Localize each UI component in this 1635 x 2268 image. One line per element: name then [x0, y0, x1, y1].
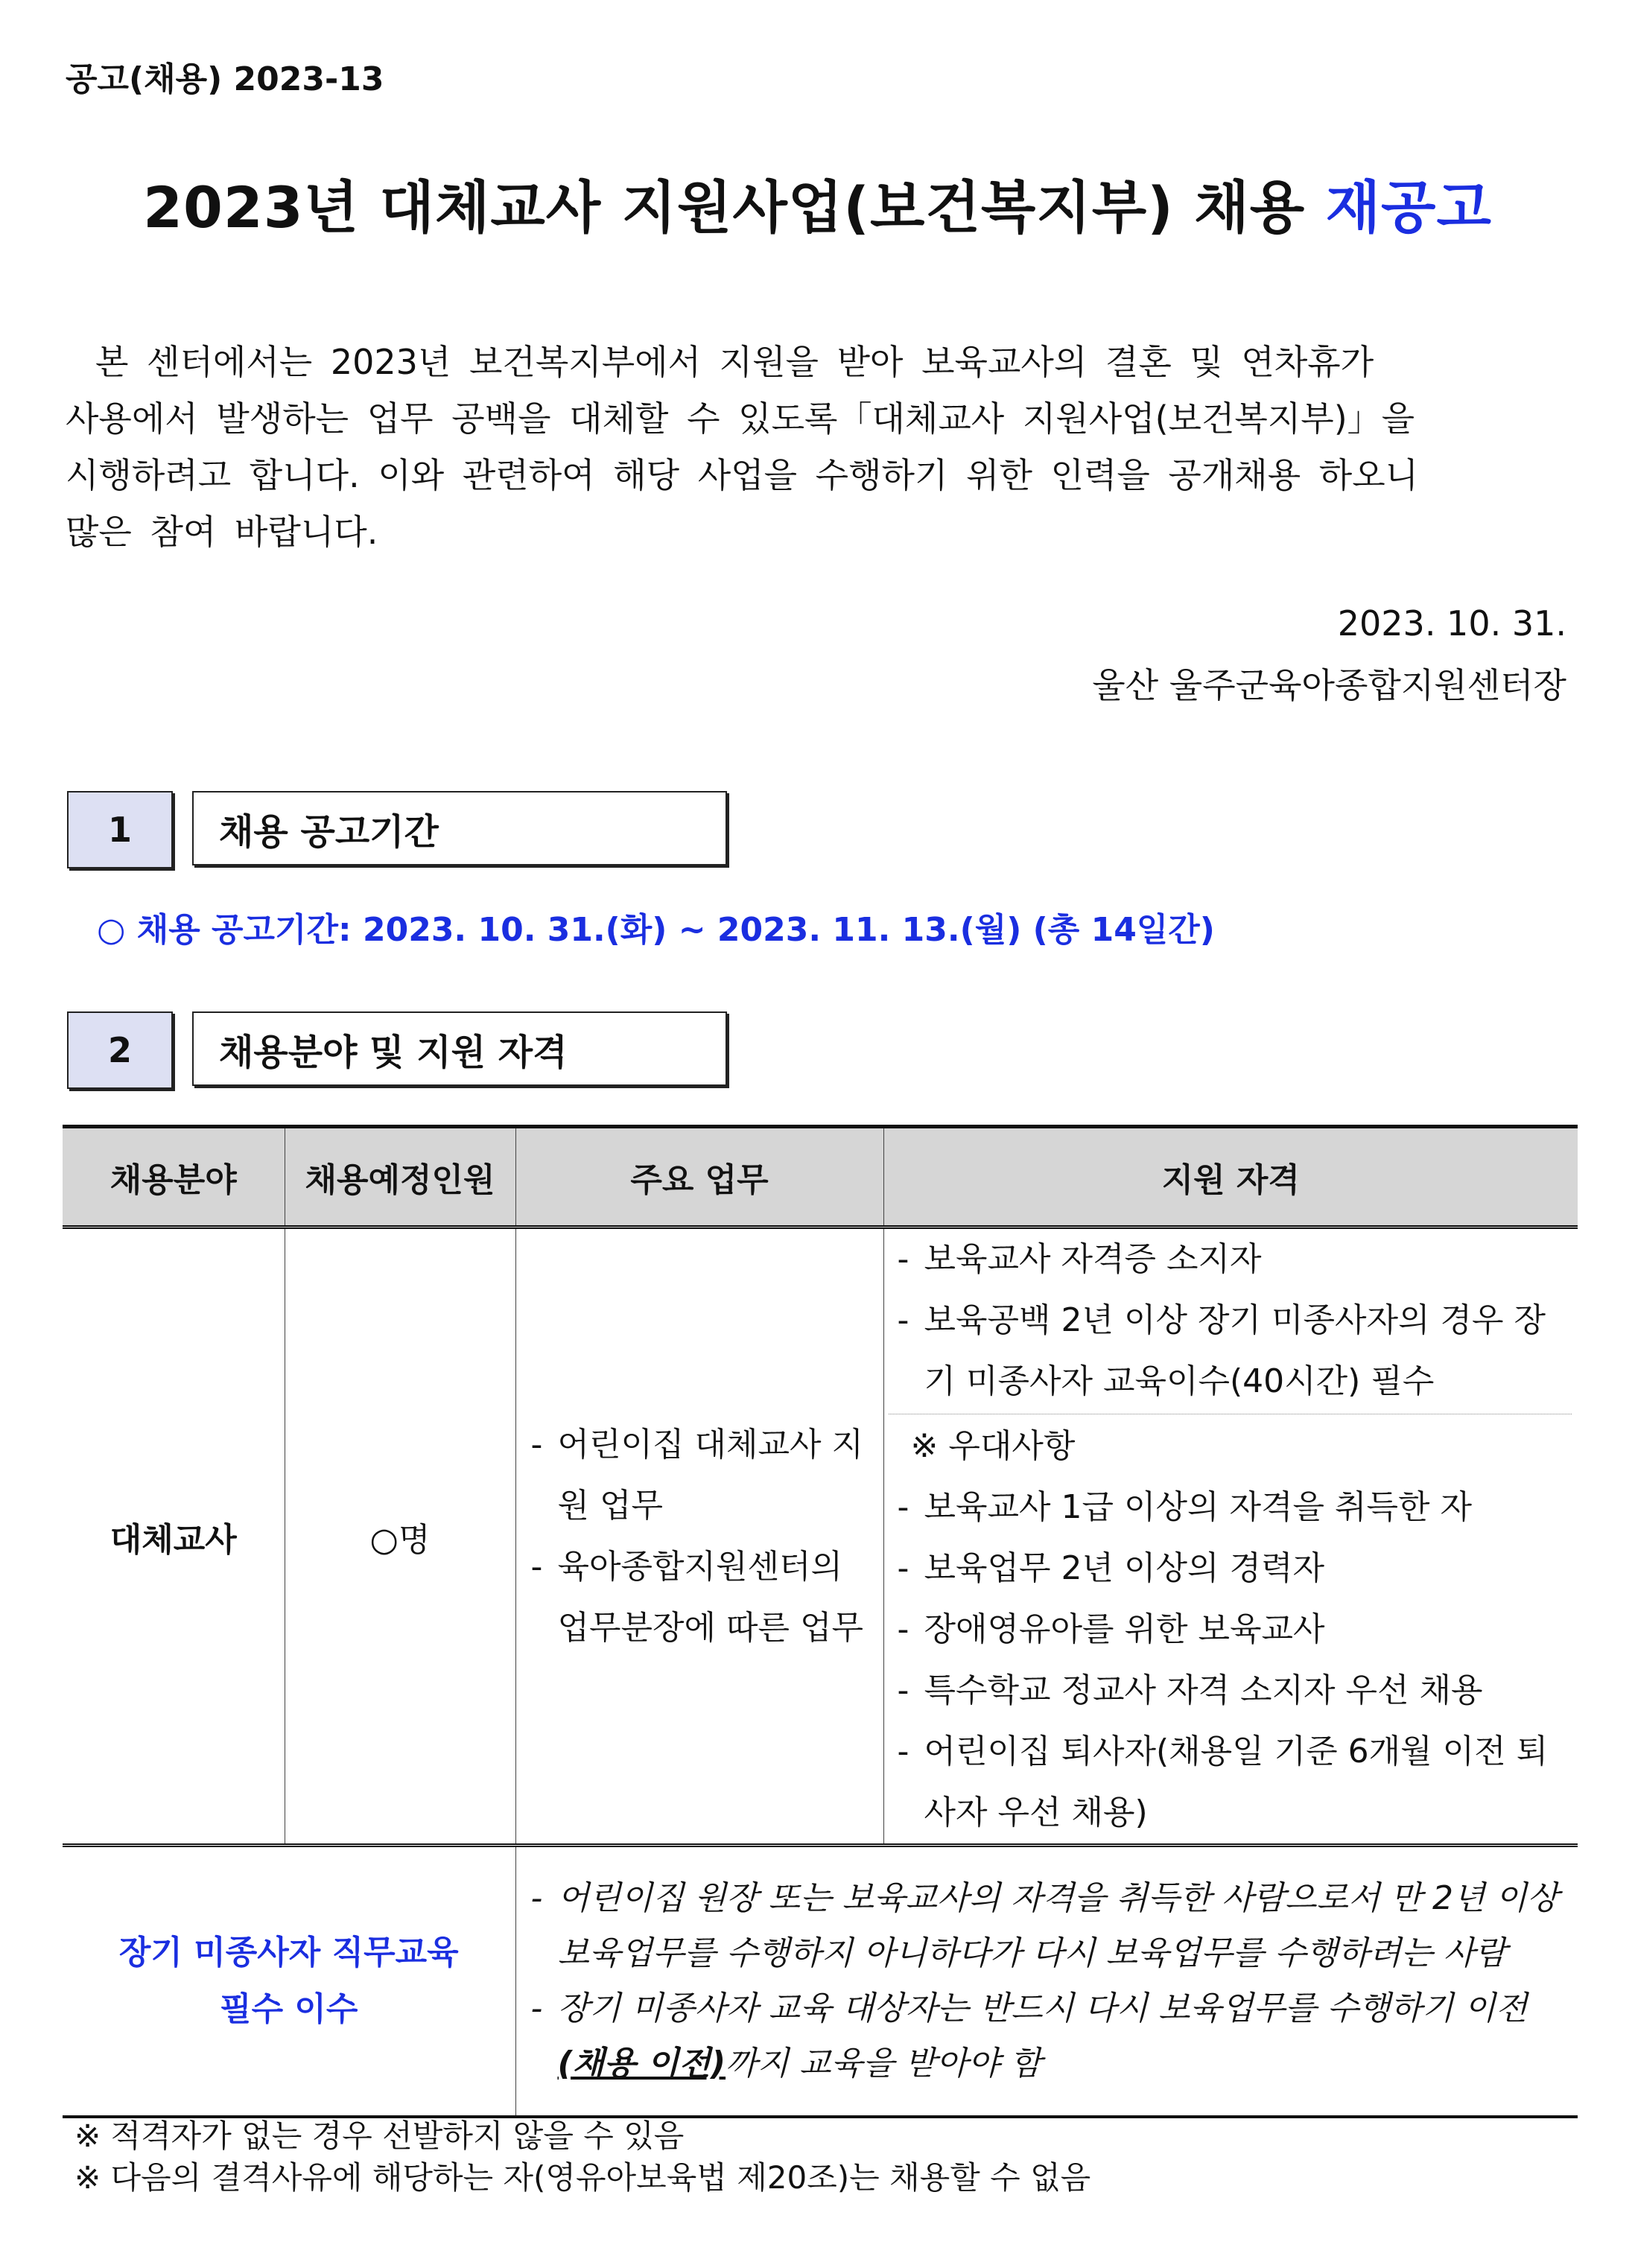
- issuer-name: 울산 울주군육아종합지원센터장: [1092, 665, 1566, 705]
- title-main: 2023년 대체교사 지원사업(보건복지부) 채용: [143, 174, 1326, 241]
- table-row: [63, 1846, 1578, 2118]
- qualifications-cell: [883, 1227, 1578, 1846]
- intro-line-1: 본 센터에서는 2023년 보건복지부에서 지원을 받아 보육교사의 결혼 및 연차휴가: [95, 342, 1374, 382]
- training-item: [522, 1981, 1571, 2091]
- section-2-number: 2: [67, 1011, 173, 1089]
- duties-cell: [515, 1227, 883, 1846]
- preference-item: - 보육업무 2년 이상의 경력자: [889, 1538, 1572, 1599]
- header-headcount: 채용예정인원: [285, 1127, 515, 1227]
- headcount-cell: ○명: [285, 1227, 515, 1846]
- header-field: 채용분야: [63, 1127, 285, 1227]
- training-item: - 어린이집 원장 또는 보육교사의 자격을 취득한 사람으로서 만 2년 이상 보육업무를 수행하지 아니하다가 다시 보육업무를 수행하려는 사람: [522, 1871, 1571, 1981]
- requirement-item: - 보육교사 자격증 소지자: [889, 1229, 1572, 1290]
- table-row: [63, 1227, 1578, 1846]
- footnote-item: ※ 적격자가 없는 경우 선발하지 않을 수 있음: [74, 2118, 685, 2154]
- preference-item: - 장애영유아를 위한 보육교사: [889, 1599, 1572, 1660]
- document-number: 공고(채용) 2023-13: [66, 60, 384, 98]
- table-header-row: [63, 1127, 1578, 1227]
- duty-item: - 어린이집 대체교사 지원 업무: [522, 1414, 873, 1537]
- preference-item: - 어린이집 퇴사자(채용일 기준 6개월 이전 퇴사자 우선 채용): [889, 1721, 1572, 1843]
- section-1-title: 채용 공고기간: [192, 791, 727, 865]
- field-cell: 대체교사: [109, 1520, 237, 1559]
- mandatory-training-label-line-1: 장기 미종사자 직무교육: [118, 1934, 459, 1972]
- preference-item: - 보육교사 1급 이상의 자격을 취득한 자: [889, 1477, 1572, 1538]
- mandatory-training-label: [63, 1846, 515, 2118]
- page-title: [0, 162, 1635, 244]
- recruitment-table: [63, 1125, 1578, 2118]
- preferences-block: [889, 1414, 1572, 1843]
- duty-item: - 육아종합지원센터의 업무분장에 따른 업무: [522, 1537, 873, 1659]
- section-2-title: 채용분야 및 지원 자격: [192, 1011, 727, 1086]
- section-1-number: 1: [67, 791, 173, 868]
- requirements-block: [889, 1229, 1572, 1414]
- footnotes: [74, 2115, 1090, 2199]
- intro-line-4: 많은 참여 바랍니다.: [66, 512, 378, 552]
- title-accent: 재공고: [1325, 174, 1492, 241]
- training-item-text: 장기 미종사자 교육 대상자는 반드시 다시 보육업무를 수행하기 이전: [557, 1989, 1528, 2027]
- footnote-item: ※ 다음의 결격사유에 해당하는 자(영유아보육법 제20조)는 채용할 수 없음: [74, 2159, 1091, 2196]
- preference-item: - 특수학교 정교사 자격 소지자 우선 채용: [889, 1660, 1572, 1721]
- header-qualifications: 지원 자격: [883, 1127, 1578, 1227]
- recruitment-period: ○ 채용 공고기간: 2023. 10. 31.(화) ~ 2023. 11. 13.(월) (총 14일간): [97, 911, 1215, 949]
- mandatory-training-details: [515, 1846, 1578, 2118]
- training-item-text-end: 까지 교육을 받아야 함: [726, 2045, 1042, 2083]
- header-duties: 주요 업무: [515, 1127, 883, 1227]
- intro-line-3: 시행하려고 합니다. 이와 관련하여 해당 사업을 수행하기 위한 인력을 공개채용 하오니: [66, 455, 1419, 495]
- notice-date: 2023. 10. 31.: [1337, 603, 1566, 644]
- intro-paragraph: [66, 334, 1566, 560]
- mandatory-training-label-line-2: 필수 이수: [220, 1990, 358, 2028]
- training-item-emphasis: (채용 이전): [557, 2045, 726, 2083]
- intro-line-2: 사용에서 발생하는 업무 공백을 대체할 수 있도록「대체교사 지원사업(보건복지부)」을: [66, 398, 1415, 439]
- requirement-item: - 보육공백 2년 이상 장기 미종사자의 경우 장기 미종사자 교육이수(40시간) 필수: [889, 1290, 1572, 1412]
- preference-heading: ※ 우대사항: [910, 1427, 1076, 1465]
